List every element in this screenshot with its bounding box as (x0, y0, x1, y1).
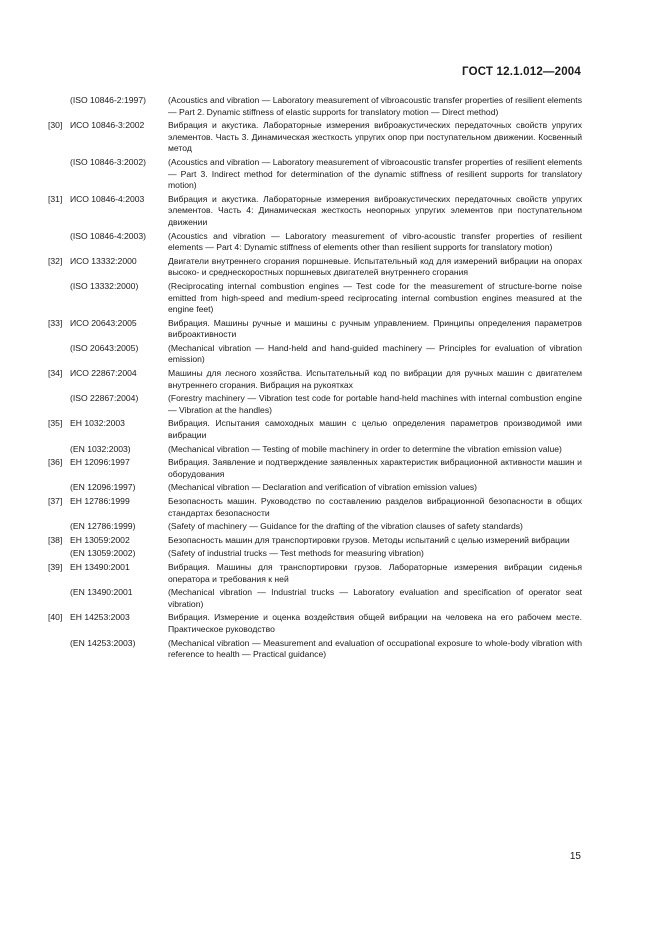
reference-number: [33] (48, 317, 63, 328)
reference-entry (48, 548, 582, 560)
standard-title: Двигатели внутреннего сгорания поршневые. Испытательный код для измерений вибрации на опорах высоко- и среднескоростных поршневых двигателей внутреннего сгорания (168, 255, 582, 278)
standard-code: (EN 13490:2001 (70, 587, 133, 598)
standard-title: Вибрация. Измерение и оценка воздействия общей вибрации на человека на его рабочем месте. Практическое руководство (168, 612, 582, 634)
reference-entry (48, 457, 582, 480)
reference-entry (48, 343, 582, 366)
standard-title: Вибрация. Машины ручные и машины с ручным управлением. Принципы определения параметров виброактивности (168, 317, 582, 340)
reference-entry (48, 318, 582, 341)
references-list (48, 95, 582, 663)
reference-number: [32] (48, 255, 63, 266)
reference-number (48, 482, 70, 494)
standard-code: (ISO 10846-4:2003) (70, 230, 146, 241)
reference-entry (48, 120, 582, 155)
standard-title: (Mechanical vibration — Hand-held and hand-guided machinery — Principles for evaluation of vibration emission) (168, 342, 582, 365)
reference-number (48, 393, 70, 416)
reference-entry (48, 444, 582, 456)
standard-title: Безопасность машин. Руководство по составлению разделов вибрационной безопасности в общих стандартах безопасности (168, 496, 582, 518)
standard-code: ЕН 12096:1997 (70, 457, 130, 468)
standard-title: Вибрация и акустика. Лабораторные измерения виброакустических передаточных свойств упругих элементов. Часть 4: Динамическая жесткость неопорных упругих элементов при поступательном движении (168, 193, 582, 227)
reference-number: [30] (48, 120, 63, 131)
page-number: 15 (569, 851, 581, 862)
standard-code: (ISO 10846-2:1997) (70, 95, 146, 105)
standard-title: (Mechanical vibration — Testing of mobile machinery in order to determine the vibration emission value) (168, 443, 562, 454)
standard-title: (Acoustics and vibration — Laboratory measurement of vibroacoustic transfer properties of resilient elements — Part 2. Dynamic stiffness of elastic supports for translatory motion — Direct method) (168, 95, 582, 117)
standard-title: (Mechanical vibration — Measurement and evaluation of occupational exposure to whole-body vibration with reference to health — Practical guidance) (168, 637, 582, 660)
standard-code: ИСО 10846-3:2002 (70, 120, 145, 131)
reference-entry (48, 281, 582, 316)
standard-code: ИСО 13332:2000 (70, 255, 137, 266)
standard-title: (Mechanical vibration — Industrial trucks — Laboratory evaluation and specification of operator seat vibration) (168, 587, 582, 609)
reference-entry (48, 562, 582, 585)
standard-code: ИСО 22867:2004 (70, 368, 137, 379)
standard-title: (Safety of machinery — Guidance for the drafting of the vibration clauses of safety standards) (168, 521, 523, 532)
reference-number (48, 157, 70, 192)
reference-entry (48, 256, 582, 279)
reference-number: [40] (48, 612, 63, 623)
reference-entry (48, 535, 582, 547)
standard-title: (Safety of industrial trucks — Test methods for measuring vibration) (168, 548, 424, 559)
reference-number (48, 231, 70, 254)
reference-entry (48, 587, 582, 610)
reference-entry (48, 95, 582, 118)
standard-code: ИСО 10846-4:2003 (70, 193, 145, 204)
reference-number: [34] (48, 368, 63, 379)
standard-code: ЕН 12786:1999 (70, 496, 130, 506)
standard-title: (Acoustics and vibration — Laboratory measurement of vibro-acoustic transfer properties of resilient elements — Part 4: Dynamic stiffness of elements other than resilient supports for translatory motion) (168, 230, 582, 253)
standard-code: (EN 14253:2003) (70, 637, 136, 648)
reference-entry (48, 418, 582, 441)
reference-number (48, 95, 70, 118)
standard-code: (EN 13059:2002) (70, 548, 136, 559)
reference-number: [35] (48, 418, 63, 429)
standard-title: Машины для лесного хозяйства. Испытательный код по вибрации для ручных машин с двигателем внутреннего сгорания. Вибрация на рукоятках (168, 368, 582, 390)
reference-entry (48, 496, 582, 519)
standard-code: (ISO 10846-3:2002) (70, 156, 146, 167)
standard-title: Вибрация. Заявление и подтверждение заявленных характеристик вибрационной активности машин и оборудования (168, 457, 582, 479)
reference-entry (48, 612, 582, 635)
reference-number (48, 587, 70, 610)
reference-number (48, 521, 70, 533)
reference-entry (48, 194, 582, 229)
standard-code: (EN 1032:2003) (70, 443, 131, 454)
reference-number: [36] (48, 457, 63, 468)
standard-code: (EN 12786:1999) (70, 521, 136, 532)
reference-entry (48, 521, 582, 533)
standard-code: ЕН 1032:2003 (70, 418, 125, 429)
standard-code: (EN 12096:1997) (70, 482, 136, 493)
standard-code: ИСО 20643:2005 (70, 317, 137, 328)
reference-number: [31] (48, 193, 63, 204)
standard-code: ЕН 13059:2002 (70, 534, 130, 545)
standard-code: (ISO 20643:2005) (70, 342, 139, 353)
reference-number (48, 281, 70, 316)
standard-code: (ISO 22867:2004) (70, 393, 139, 404)
reference-entry (48, 157, 582, 192)
standard-title: Вибрация. Испытания самоходных машин с целью определения параметров производимой ими вибрации (168, 418, 582, 441)
standard-title: (Reciprocating internal combustion engines — Test code for the measurement of structure-borne noise emitted from high-speed and medium-speed reciprocating internal combustion engines measured at the engine feet) (168, 280, 582, 315)
reference-number: [37] (48, 496, 63, 506)
reference-number (48, 343, 70, 366)
standard-code: ЕН 14253:2003 (70, 612, 130, 623)
standard-code: (ISO 13332:2000) (70, 280, 139, 291)
standard-title: Безопасность машин для транспортировки грузов. Методы испытаний с целью измерений вибрации (168, 534, 570, 545)
standard-title: (Acoustics and vibration — Laboratory measurement of vibroacoustic transfer properties of resilient elements — Part 3. Indirect method for determination of the dynamic stiffness of resilient supports for translatory motion) (168, 156, 582, 191)
reference-number: [38] (48, 534, 63, 545)
standard-title: Вибрация. Машины для транспортировки грузов. Лабораторные измерения вибрации сиденья оператора и требования к ней (168, 561, 582, 584)
reference-number (48, 548, 70, 560)
reference-entry (48, 231, 582, 254)
reference-number: [39] (48, 561, 63, 572)
standard-title: (Forestry machinery — Vibration test code for portable hand-held machines with internal combustion engine — Vibration at the handles) (168, 393, 582, 415)
standard-title: (Mechanical vibration — Declaration and verification of vibration emission values) (168, 482, 478, 493)
page-header-title: ГОСТ 12.1.012—2004 (462, 66, 581, 78)
reference-entry (48, 638, 582, 661)
reference-entry (48, 482, 582, 494)
reference-number (48, 444, 70, 456)
reference-number (48, 638, 70, 661)
reference-entry (48, 368, 582, 391)
standard-title: Вибрация и акустика. Лабораторные измерения виброакустических передаточных свойств упругих элементов. Часть 3. Динамическая жесткость упругих опор при поступательном движении. Косвенный метод (168, 120, 582, 154)
standard-code: ЕН 13490:2001 (70, 561, 130, 572)
reference-entry (48, 393, 582, 416)
